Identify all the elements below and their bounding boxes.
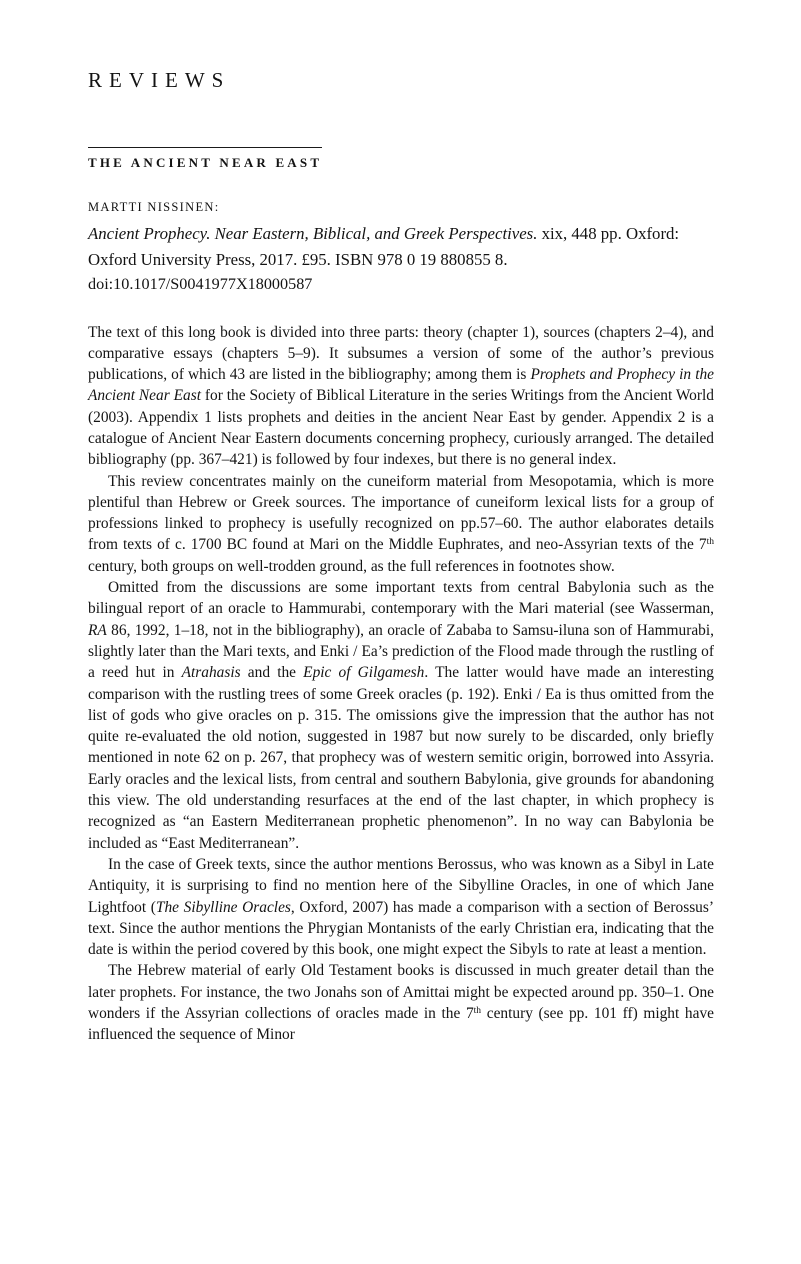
paragraph: The Hebrew material of early Old Testament books is discussed in much greater detail than the later prophets. For instance, the two Jonahs son of Amittai might be expected around pp. 350–1. One wonders if the Assyrian collections of oracles made in the 7th century (see pp. 101 ff) might have influenced the sequence of Minor	[88, 962, 714, 1044]
paragraph: This review concentrates mainly on the cuneiform material from Mesopotamia, which is more plentiful than Hebrew or Greek sources. The importance of cuneiform lexical lists for a group of professions linked to prophecy is usefully recognized on pp.57–60. The author elaborates details from texts of c. 1700 BC found at Mari on the Middle Euphrates, and neo-Assyrian texts of the 7th century, both groups on well-trodden ground, as the full references in footnotes show.	[88, 472, 714, 575]
review-body	[88, 322, 714, 1046]
paragraph: In the case of Greek texts, since the author mentions Berossus, who was known as a Sibyl in Late Antiquity, it is surprising to find no mention here of the Sibylline Oracles, in one of which Jane Lightfoot (The Sibylline Oracles, Oxford, 2007) has made a comparison with a section of Berossus’ text. Since the author mentions the Phrygian Montanists of the early Christian era, indicating that the date is within the period covered by this book, one might expect the Sibyls to rate at least a mention.	[88, 855, 714, 959]
page-title: REVIEWS	[88, 68, 231, 92]
review-author: MARTTI NISSINEN:	[88, 200, 220, 214]
paragraph: The text of this long book is divided into three parts: theory (chapter 1), sources (chapters 2–4), and comparative essays (chapters 5–9). It subsumes a version of some of the author’s previous publications, of which 43 are listed in the bibliography; among them is Prophets and Prophecy in the Ancient Near East for the Society of Biblical Literature in the series Writings from the Ancient World (2003). Appendix 1 lists prophets and deities in the ancient Near East by gender. Appendix 2 is a catalogue of Ancient Near Eastern documents concerning prophecy, curiously arranged. The detailed bibliography (pp. 367–421) is followed by four indexes, but there is no general index.	[88, 323, 714, 469]
book-citation: Ancient Prophecy. Near Eastern, Biblical, and Greek Perspectives. xix, 448 pp. Oxford: Oxford University Press, 2017. £95. ISBN 978 0 19 880855 8.	[88, 224, 680, 269]
section-heading: THE ANCIENT NEAR EAST	[88, 147, 322, 171]
doi: doi:10.1017/S0041977X18000587	[88, 275, 313, 293]
paragraph: Omitted from the discussions are some important texts from central Babylonia such as the bilingual report of an oracle to Hammurabi, contemporary with the Mari material (see Wasserman, RA 86, 1992, 1–18, not in the bibliography), an oracle of Zababa to Samsu-iluna son of Hammurabi, slightly later than the Mari texts, and Enki / Ea’s prediction of the Flood made through the rustling of a reed hut in Atrahasis and the Epic of Gilgamesh. The latter would have made an interesting comparison with the rustling trees of some Greek oracles (p. 192). Enki / Ea is thus omitted from the list of gods who give oracles on p. 315. The omissions give the impression that the author has not quite re-evaluated the old notion, suggested in 1987 but now surely to be discarded, only briefly mentioned in note 62 on p. 267, that prophecy was of western semitic origin, borrowed into Assyria. Early oracles and the lexical lists, from central and southern Babylonia, give grounds for abandoning this view. The old understanding resurfaces at the end of the last chapter, in which prophecy is recognized as “an Eastern Mediterranean prophetic phenomenon”. In no way can Babylonia be included as “East Mediterranean”.	[88, 579, 715, 852]
